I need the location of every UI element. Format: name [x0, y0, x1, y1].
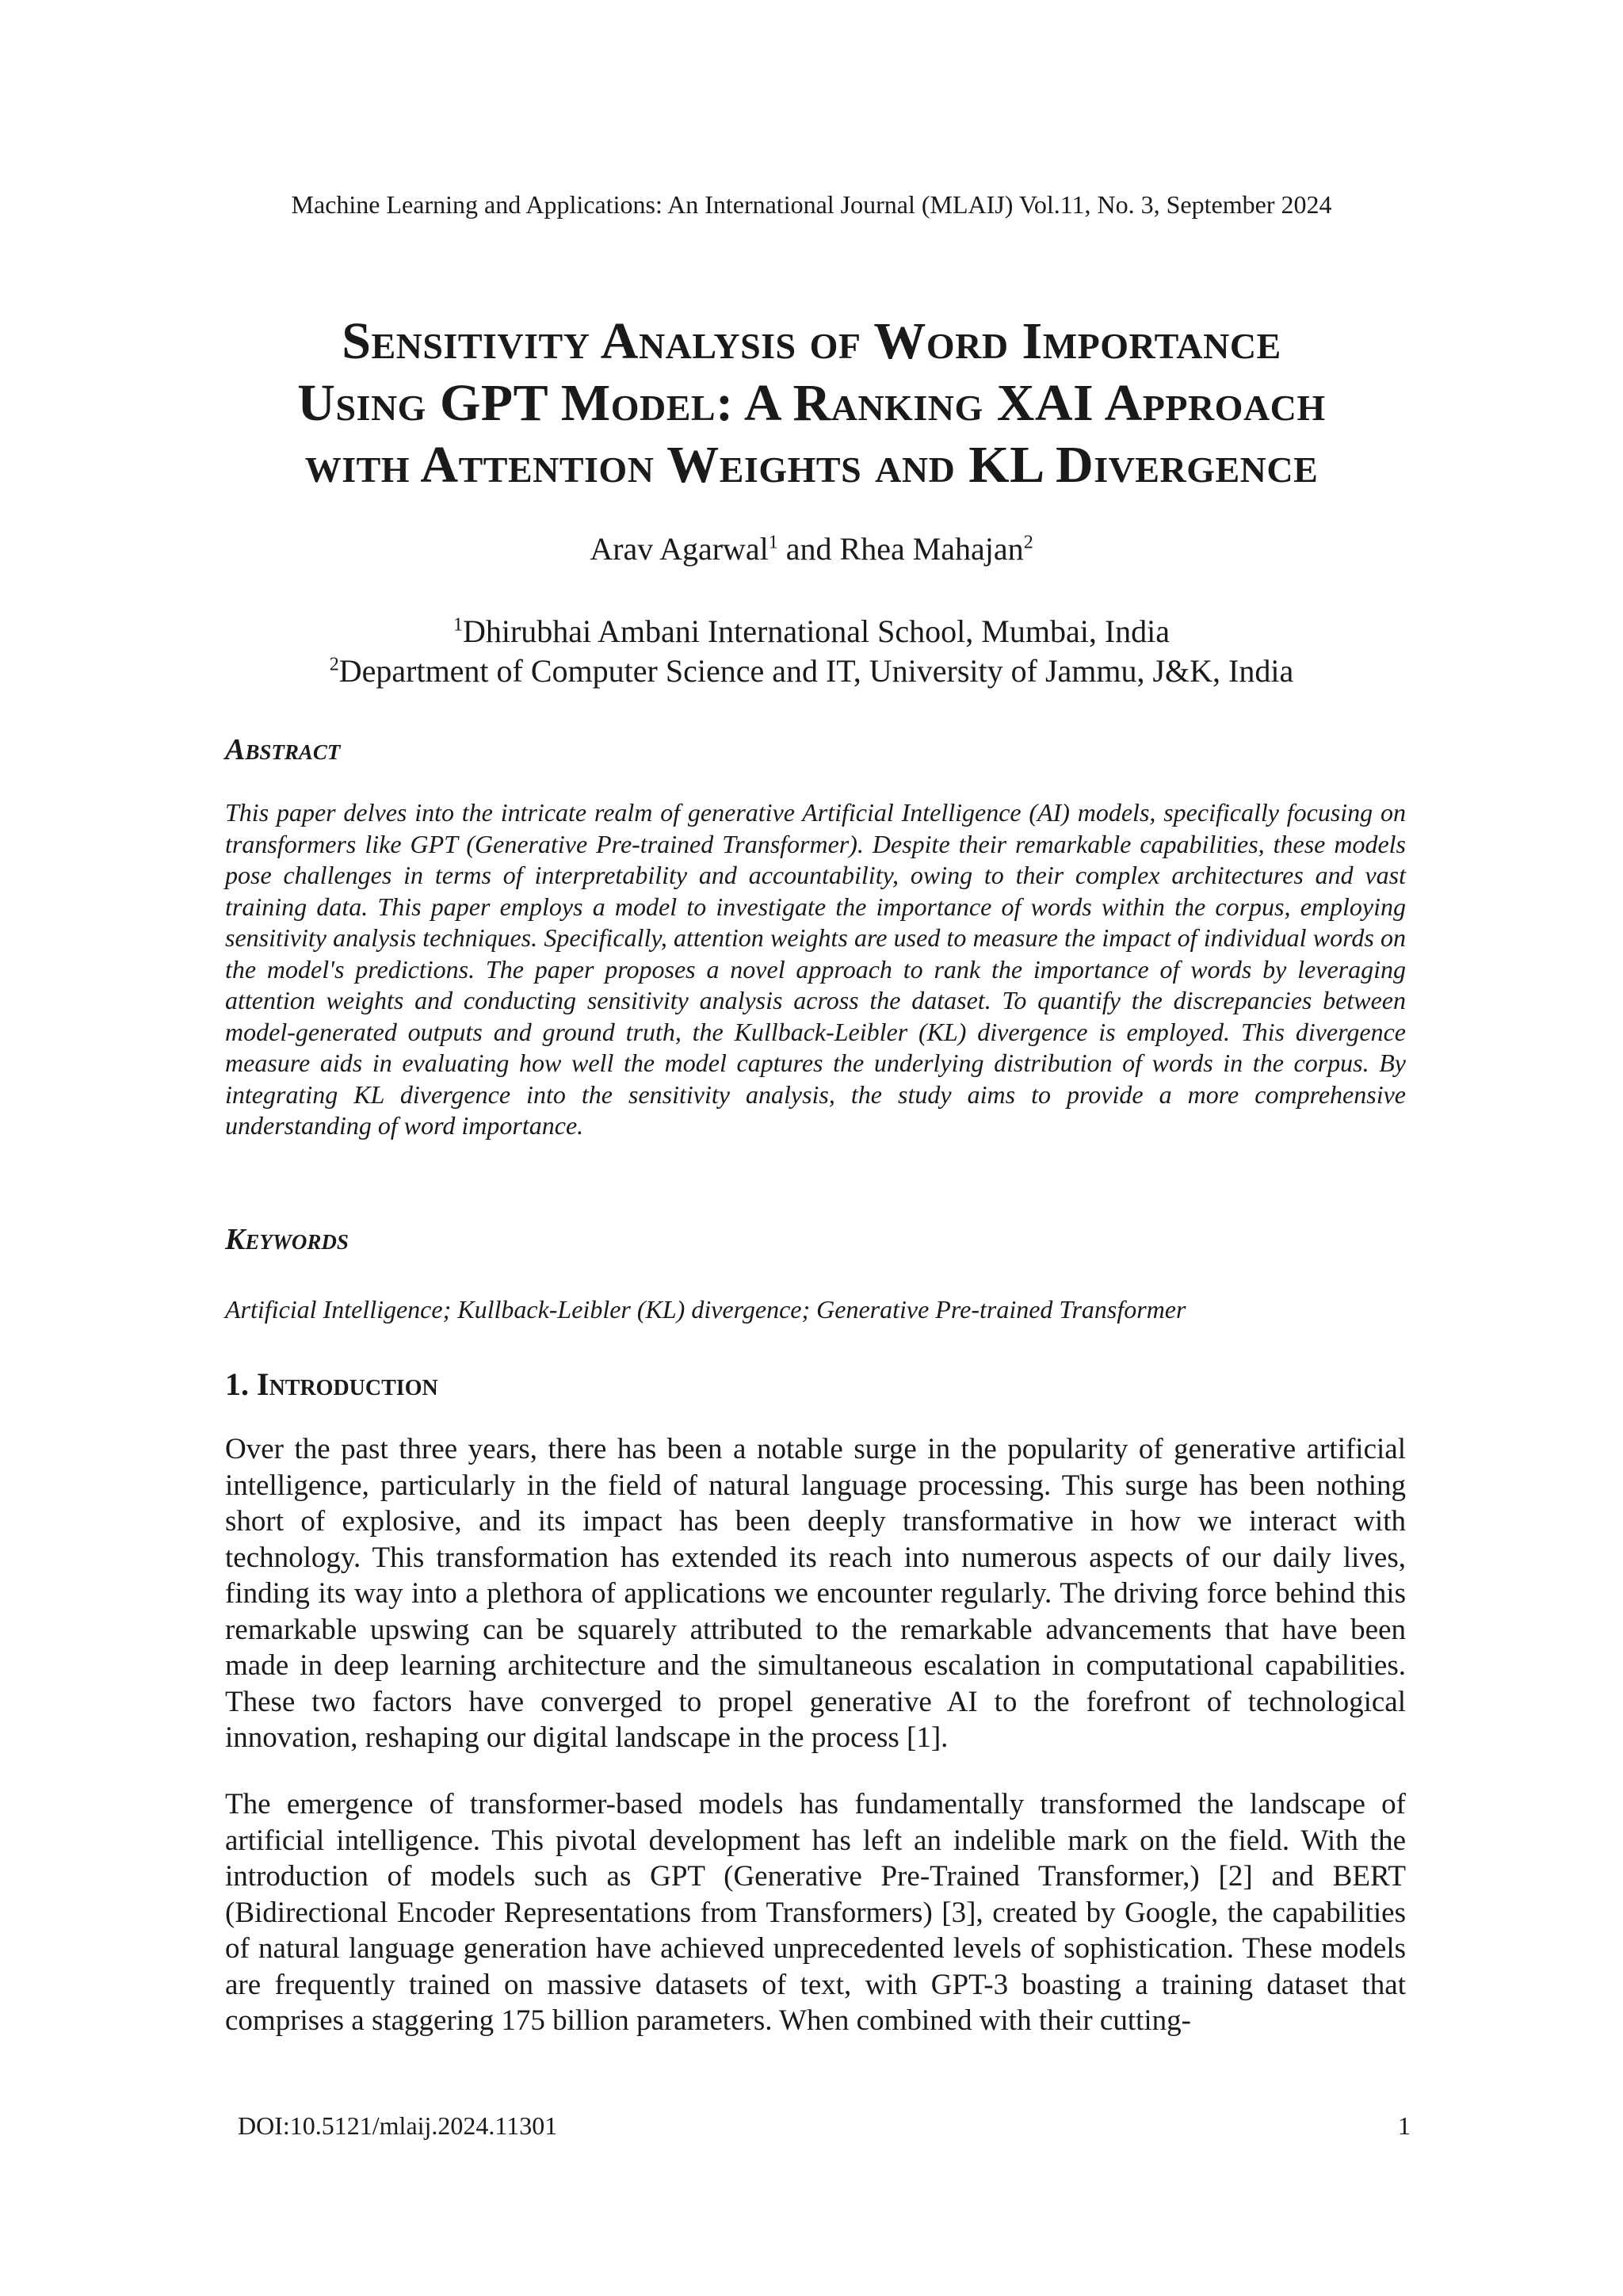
- affiliation: [0, 651, 1623, 691]
- title-line: Sensitivity Analysis of Word Importance: [342, 312, 1281, 370]
- author-name: Rhea Mahajan: [839, 531, 1024, 567]
- section-heading: 1. Introduction: [225, 1366, 438, 1402]
- author-affiliation-marker: 2: [1023, 532, 1033, 553]
- affiliation-text: Dhirubhai Ambani International School, Mumbai, India: [462, 613, 1170, 649]
- author-connector: and: [777, 531, 840, 567]
- keywords-text: Artificial Intelligence; Kullback-Leibler (KL) divergence; Generative Pre-trained Transformer: [225, 1295, 1186, 1324]
- title-line: with Attention Weights and KL Divergence: [304, 436, 1319, 494]
- doi-footer: DOI:10.5121/mlaij.2024.11301: [238, 2111, 558, 2140]
- abstract-text: This paper delves into the intricate realm of generative Artificial Intelligence (AI) models, specifically focusing on transformers like GPT (Generative Pre-trained Transformer). Despite their remarkable capabilities, these models pose challenges in terms of interpretability and accountability, owing to their complex architectures and vast training data. This paper employs a model to investigate the importance of words within the corpus, employing sensitivity analysis techniques. Specifically, attention weights are used to measure the impact of individual words on the model's predictions. The paper proposes a novel approach to rank the importance of words by leveraging attention weights and conducting sensitivity analysis across the dataset. To quantify the discrepancies between model-generated outputs and ground truth, the Kullback-Leibler (KL) divergence is employed. This divergence measure aids in evaluating how well the model captures the underlying distribution of words in the corpus. By integrating KL divergence into the sensitivity analysis, the study aims to provide a more comprehensive understanding of word importance.: [225, 798, 1406, 1140]
- body-paragraph: The emergence of transformer-based models has fundamentally transformed the landscape of artificial intelligence. This pivotal development has left an indelible mark on the field. With the introduction of models such as GPT (Generative Pre-Trained Transformer,) [2] and BERT (Bidirectional Encoder Representations from Transformers) [3], created by Google, the capabilities of natural language generation have achieved unprecedented levels of sophistication. These models are frequently trained on massive datasets of text, with GPT-3 boasting a training dataset that comprises a staggering 175 billion parameters. When combined with their cutting-: [225, 1788, 1406, 2037]
- author-name: Arav Agarwal: [590, 531, 769, 567]
- title-line: Using GPT Model: A Ranking XAI Approach: [297, 374, 1326, 432]
- affiliation-marker: 2: [329, 654, 339, 675]
- abstract-heading: Abstract: [225, 733, 341, 766]
- author-list: [0, 529, 1623, 569]
- paper-title: [158, 311, 1465, 496]
- affiliation-marker: 1: [453, 614, 463, 636]
- affiliation: [0, 612, 1623, 651]
- keywords-heading: Keywords: [225, 1223, 349, 1256]
- page-number: 1: [1398, 2111, 1411, 2140]
- body-paragraph: Over the past three years, there has been a notable surge in the popularity of generative artificial intelligence, particularly in the field of natural language processing. This surge has been nothing short of explosive, and its impact has been deeply transformative in how we interact with technology. This transformation has extended its reach into numerous aspects of our daily lives, finding its way into a plethora of applications we encounter regularly. The driving force behind this remarkable upswing can be squarely attributed to the remarkable advancements that have been made in deep learning architecture and the simultaneous escalation in computational capabilities. These two factors have converged to propel generative AI to the forefront of technological innovation, reshaping our digital landscape in the process [1].: [225, 1433, 1406, 1754]
- author-affiliation-marker: 1: [768, 532, 778, 553]
- running-header: Machine Learning and Applications: An International Journal (MLAIJ) Vol.11, No. 3, September 2024: [291, 190, 1332, 219]
- affiliation-text: Department of Computer Science and IT, University of Jammu, J&K, India: [338, 653, 1294, 689]
